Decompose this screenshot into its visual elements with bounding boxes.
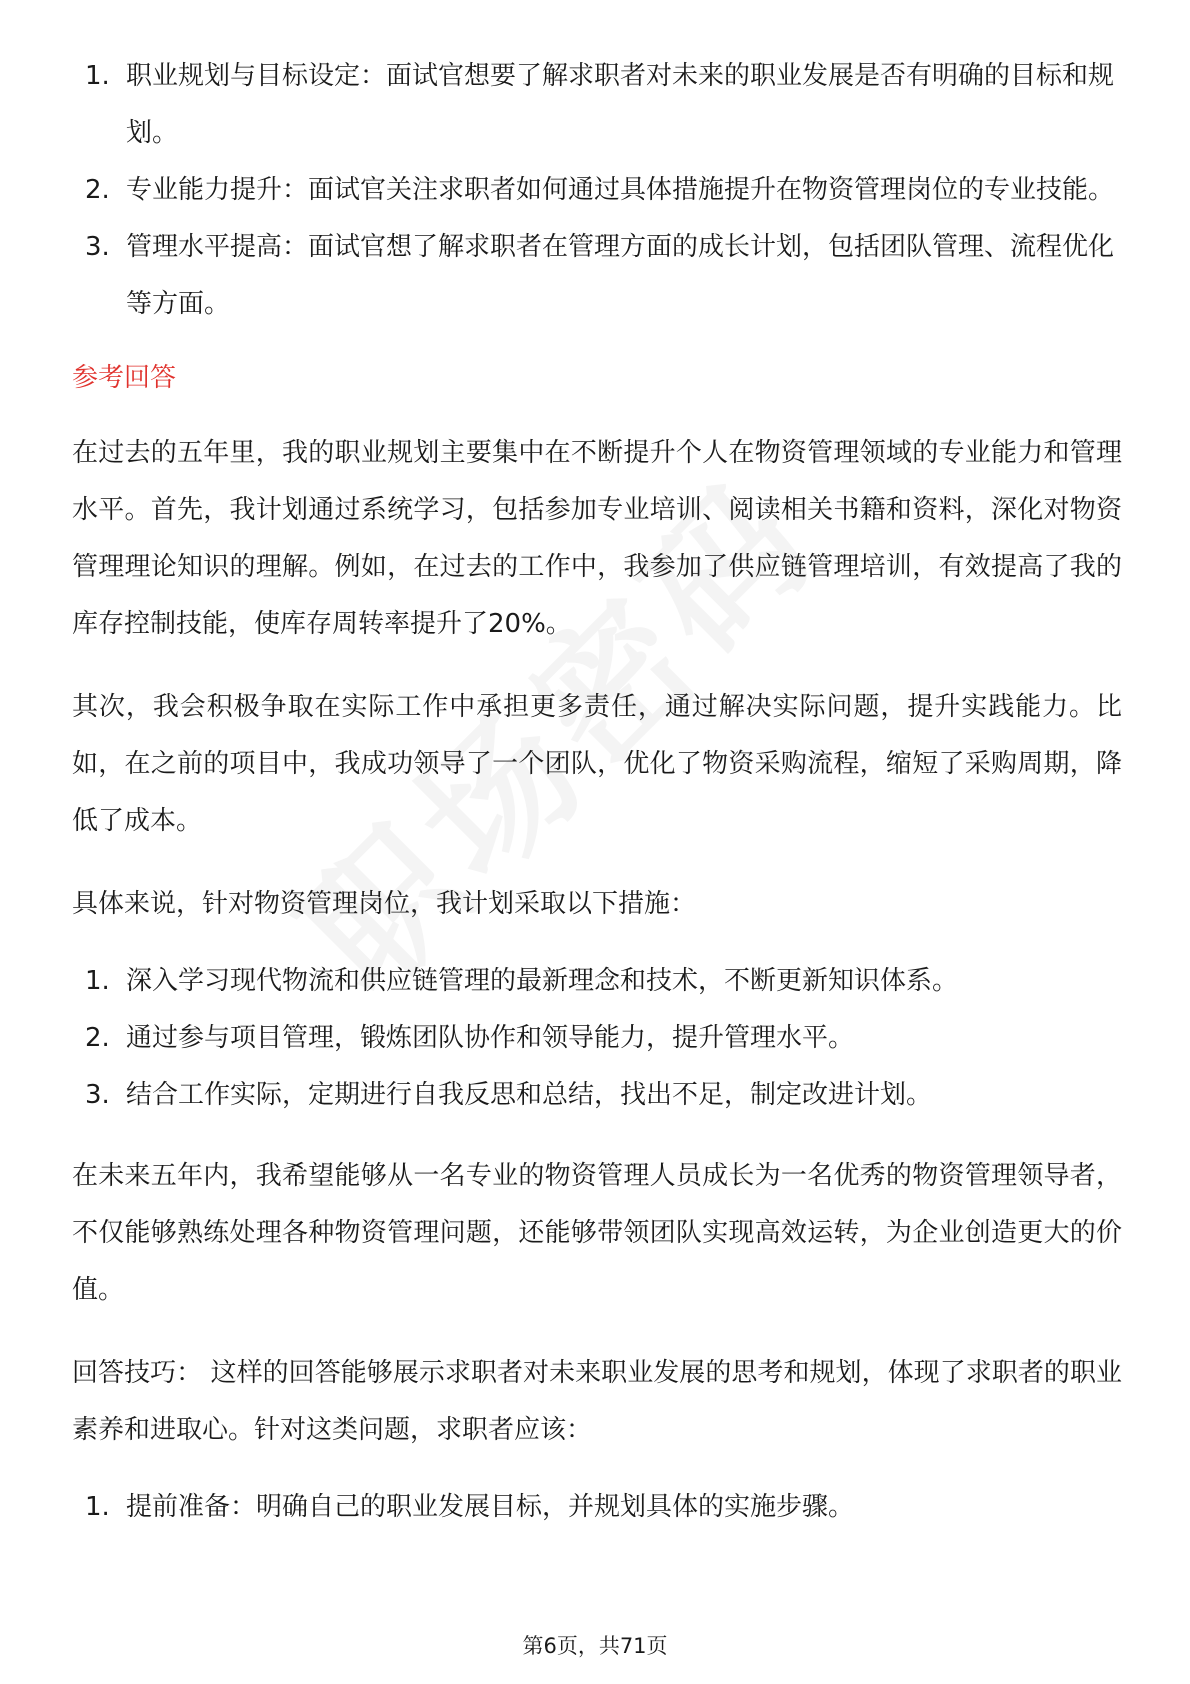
list-item-text: 提前准备：明确自己的职业发展目标，并规划具体的实施步骤。: [126, 1492, 855, 1522]
paragraph: 在未来五年内，我希望能够从一名专业的物资管理人员成长为一名优秀的物资管理领导者，不仅能够熟练处理各种物资管理问题，还能够带领团队实现高效运转，为企业创造更大的价值。: [72, 1161, 1122, 1305]
paragraph: 其次，我会积极争取在实际工作中承担更多责任，通过解决实际问题，提升实践能力。比如，在之前的项目中，我成功领导了一个团队，优化了物资采购流程，缩短了采购周期，降低了成本。: [72, 692, 1122, 836]
list-number: 2.: [85, 1023, 110, 1053]
page-footer: 第6页，共71页: [522, 1634, 668, 1658]
list-number: 3.: [85, 1080, 110, 1110]
list-item-text: 专业能力提升：面试官关注求职者如何通过具体措施提升在物资管理岗位的专业技能。: [126, 175, 1115, 205]
list-item: [72, 162, 1122, 219]
list-number: 2.: [85, 175, 110, 205]
paragraph: 在过去的五年里，我的职业规划主要集中在不断提升个人在物资管理领域的专业能力和管理水平。首先，我计划通过系统学习，包括参加专业培训、阅读相关书籍和资料，深化对物资管理理论知识的理解。例如，在过去的工作中，我参加了供应链管理培训，有效提高了我的库存控制技能，使库存周转率提升了20%。: [72, 438, 1122, 639]
list-item: [72, 1067, 1122, 1124]
list-item: [72, 1010, 1122, 1067]
measures-list: [72, 953, 1122, 1124]
list-item-text: 管理水平提高：面试官想了解求职者在管理方面的成长计划，包括团队管理、流程优化等方面。: [126, 232, 1115, 319]
list-number: 3.: [85, 232, 110, 262]
list-item: [72, 953, 1122, 1010]
list-item: [72, 48, 1122, 162]
tips-list: [72, 1479, 1122, 1536]
list-item-text: 通过参与项目管理，锻炼团队协作和领导能力，提升管理水平。: [126, 1023, 855, 1053]
reference-answer-heading: 参考回答: [72, 363, 177, 393]
list-item: [72, 219, 1122, 333]
paragraph: 具体来说，针对物资管理岗位，我计划采取以下措施：: [72, 889, 697, 919]
list-number: 1.: [85, 966, 110, 996]
question-analysis-list: [72, 48, 1122, 333]
list-item-text: 深入学习现代物流和供应链管理的最新理念和技术，不断更新知识体系。: [126, 966, 959, 996]
list-item-text: 职业规划与目标设定：面试官想要了解求职者对未来的职业发展是否有明确的目标和规划。: [126, 61, 1115, 148]
list-item: [72, 1479, 1122, 1536]
list-number: 1.: [85, 1492, 110, 1522]
list-item-text: 结合工作实际，定期进行自我反思和总结，找出不足，制定改进计划。: [126, 1080, 933, 1110]
answer-tips-paragraph: 回答技巧： 这样的回答能够展示求职者对未来职业发展的思考和规划，体现了求职者的职业素养和进取心。针对这类问题，求职者应该：: [72, 1358, 1122, 1445]
list-number: 1.: [85, 61, 110, 91]
document-body: [72, 48, 1122, 1560]
